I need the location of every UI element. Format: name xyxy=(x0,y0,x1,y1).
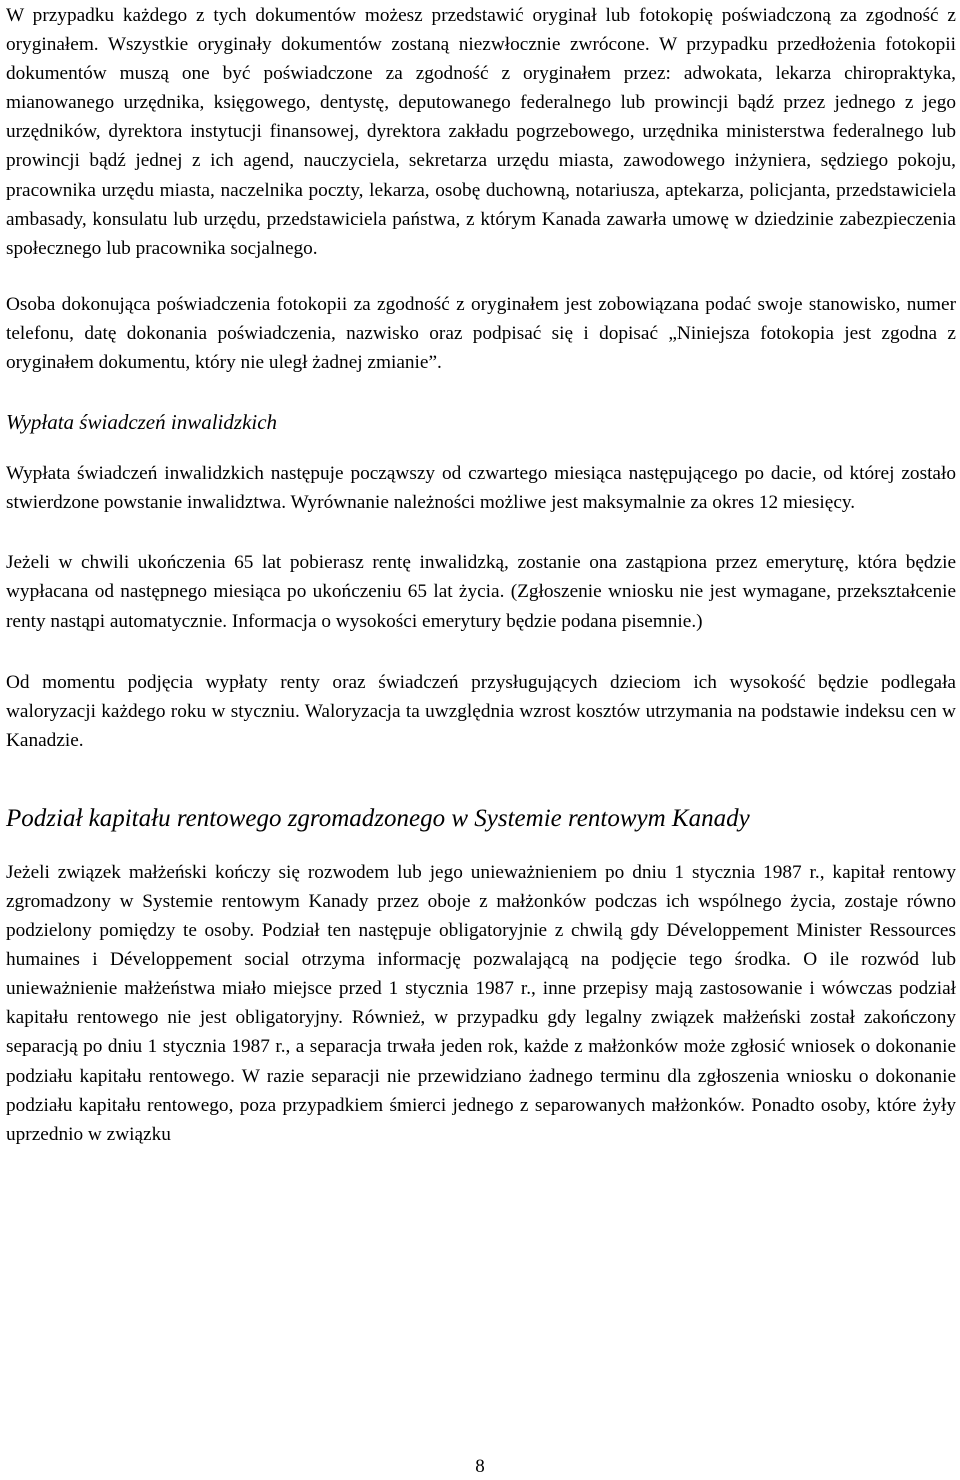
document-page xyxy=(6,0,956,1149)
paragraph-divorce-split: Jeżeli związek małżeński kończy się rozwodem lub jego unieważnieniem po dniu 1 stycznia 1987 r., kapitał rentowy zgromadzony w Systemie rentowym Kanady przez oboje z małżonków podczas ich wspólnego życia, zostaje równo podzielony pomiędzy te osoby. Podział ten następuje obligatoryjnie z chwilą gdy Développement Minister Ressources humaines i Développement social otrzyma informację pozwalającą na podjęcie tego środka. O ile rozwód lub unieważnienie małżeństwa miało miejsce przed 1 stycznia 1987 r., inne przepisy mają zastosowanie i wówczas podział kapitału rentowego nie jest obligatoryjny. Również, w przypadku gdy legalny związek małżeński został zakończony separacją po dniu 1 stycznia 1987 r., a separacja trwała jeden rok, każde z małżonków może zgłosić wniosek o dokonanie podziału kapitału rentowego. W razie separacji nie przewidziano żadnego terminu dla zgłoszenia wniosku o dokonanie podziału kapitału rentowego, poza przypadkiem śmierci jednego z separowanych małżonków. Ponadto osoby, które żyły uprzednio w związku xyxy=(6,861,956,1145)
paragraph-spacer xyxy=(6,263,956,290)
paragraph-payment-start: Wypłata świadczeń inwalidzkich następuje począwszy od czwartego miesiąca następującego po dacie, od której zostało stwierdzone powstanie inwalidztwa. Wyrównanie należności możliwe jest maksymalnie za okres 12 miesięcy. xyxy=(6,463,956,514)
paragraph-indexation: Od momentu podjęcia wypłaty renty oraz świadczeń przysługujących dzieciom ich wysokość będzie podlegała waloryzacji każdego roku w styczniu. Waloryzacja ta uwzględnia wzrost kosztów utrzymania na podstawie indeksu cen w Kanadzie. xyxy=(6,671,956,751)
paragraph-spacer xyxy=(6,836,956,858)
paragraph-spacer xyxy=(6,517,956,548)
page-number: 8 xyxy=(475,1456,485,1477)
paragraph-spacer xyxy=(6,755,956,802)
paragraph-spacer xyxy=(6,636,956,668)
paragraph-spacer xyxy=(6,437,956,459)
paragraph-certified-copies: W przypadku każdego z tych dokumentów możesz przedstawić oryginał lub fotokopię poświadczoną za zgodność z oryginałem. Wszystkie oryginały dokumentów zostaną niezwłocznie zwrócone. W przypadku przedłożenia fotokopii dokumentów muszą one być poświadczone za zgodność z oryginałem przez: adwokata, lekarza chiropraktyka, mianowanego urzędnika, księgowego, dentystę, deputowanego federalnego lub prowincji bądź przez jednego z jego urzędników, dyrektora instytucji finansowej, dyrektora zakładu pogrzebowego, urzędnika ministerstwa federalnego lub prowincji bądź jednej z ich agend, nauczyciela, sekretarza urzędu miasta, zawodowego inżyniera, sędziego pokoju, pracownika urzędu miasta, naczelnika poczty, lekarza, osobę duchowną, notariusza, aptekarza, policjanta, przedstawiciela ambasady, konsulatu lub urzędu, przedstawiciela państwa, z którym Kanada zawarła umowę w dziedzinie zabezpieczenia społecznego lub pracownika socjalnego. xyxy=(6,5,956,259)
section-heading-disability-benefits: Wypłata świadczeń inwalidzkich xyxy=(6,410,278,435)
section-heading-pension-credit-split: Podział kapitału rentowego zgromadzonego w Systemie rentowym Kanady xyxy=(6,804,750,832)
paragraph-certifier-requirements: Osoba dokonująca poświadczenia fotokopii za zgodność z oryginałem jest zobowiązana podać swoje stanowisko, numer telefonu, datę dokonania poświadczenia, nazwisko oraz podpisać się i dopisać „Niniejsza fotokopia jest zgodna z oryginałem dokumentu, który nie uległ żadnej zmianie”. xyxy=(6,293,956,374)
paragraph-retirement-conversion: Jeżeli w chwili ukończenia 65 lat pobierasz rentę inwalidzką, zostanie ona zastąpiona przez emeryturę, która będzie wypłacana od następnego miesiąca po ukończeniu 65 lat życia. (Zgłoszenie wniosku nie jest wymagane, przekształcenie renty nastąpi automatycznie. Informacja o wysokości emerytury będzie podana pisemnie.) xyxy=(6,552,956,632)
paragraph-spacer xyxy=(6,377,956,407)
